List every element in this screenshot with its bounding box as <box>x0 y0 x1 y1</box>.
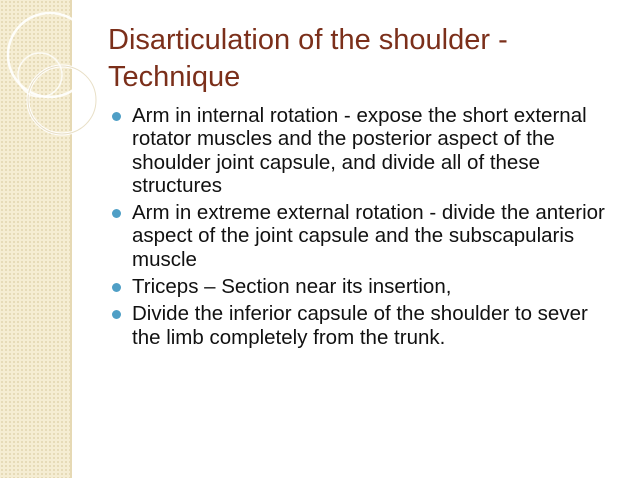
bullet-text: Arm in internal rotation - expose the short external rotator muscles and the posterior aspect of the shoulder joint capsule, and divide all of these structures <box>132 104 587 197</box>
bullet-item <box>110 201 620 271</box>
bullet-item <box>110 302 620 349</box>
decorative-rings-graphic <box>0 0 120 478</box>
bullet-list <box>110 104 620 353</box>
bullet-icon <box>112 283 121 292</box>
slide-title: Disarticulation of the shoulder - Technique <box>108 24 508 93</box>
bullet-text: Triceps – Section near its insertion, <box>132 275 452 299</box>
bullet-text: Arm in extreme external rotation - divide the anterior aspect of the joint capsule and the subscapularis muscle <box>132 201 605 271</box>
bullet-icon <box>112 209 121 218</box>
bullet-item <box>110 104 620 197</box>
bullet-icon <box>112 112 121 121</box>
bullet-item <box>110 275 620 298</box>
bullet-icon <box>112 310 121 319</box>
bullet-text: Divide the inferior capsule of the shoulder to sever the limb completely from the trunk. <box>132 302 588 349</box>
